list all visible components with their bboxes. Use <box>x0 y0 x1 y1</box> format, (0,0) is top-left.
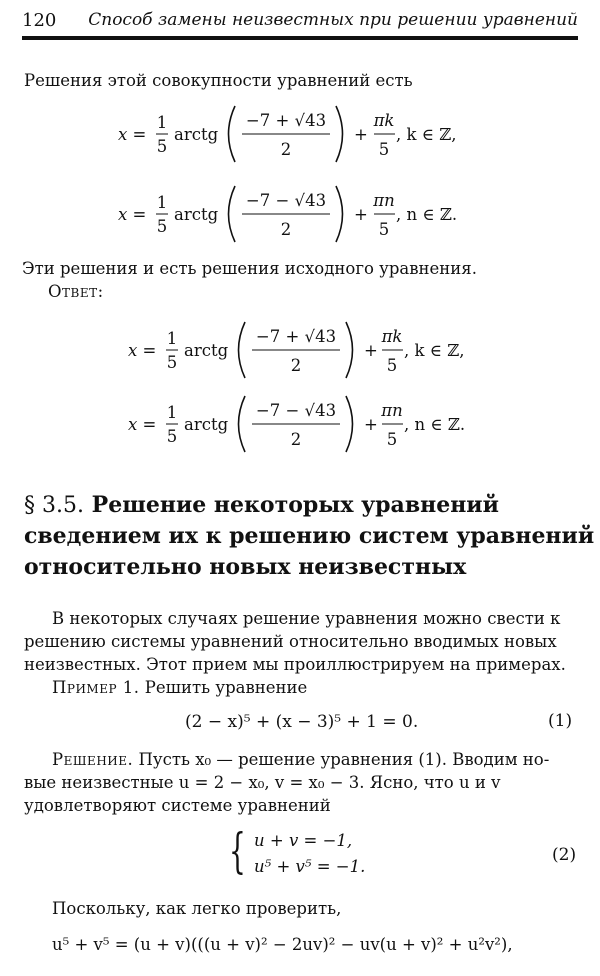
answer-label: Ответ: <box>48 282 104 301</box>
formula-1-plus: + <box>354 125 368 144</box>
answer-formula-1-func: arctg <box>184 341 229 360</box>
formula-1-inner-num: −7 + √43 <box>245 111 327 130</box>
example-label: Пример 1. <box>52 678 140 697</box>
running-title: Способ замены неизвестных при решении уравнений <box>88 10 578 30</box>
answer-formula-1-svg <box>128 310 508 390</box>
formula-2-one: 1 <box>156 193 168 212</box>
header-rule <box>22 36 578 40</box>
formula-1-func: arctg <box>174 125 219 144</box>
formula-1-lhs: x = <box>118 125 147 144</box>
formula-2-lhs: x = <box>118 205 147 224</box>
answer-formula-1-tail: , k ∈ ℤ, <box>404 341 465 360</box>
example-line <box>52 677 307 699</box>
after-formulas-line: Эти решения и есть решения исходного уравнения. <box>22 259 477 278</box>
system-brace: { <box>229 823 246 879</box>
formula-2-tail: , n ∈ ℤ. <box>396 205 458 224</box>
section-number: § 3.5. <box>24 493 84 518</box>
section-title-line2: сведением их к решению систем уравнений <box>24 523 595 549</box>
formula-2-inner-num: −7 − √43 <box>245 191 327 210</box>
answer-formula-1-per-num: πk <box>381 327 403 346</box>
answer-formula-2-func: arctg <box>184 415 229 434</box>
formula-2-plus: + <box>354 205 368 224</box>
answer-formula-2-five: 5 <box>166 427 178 446</box>
formula-2-func: arctg <box>174 205 219 224</box>
intro-line: Решения этой совокупности уравнений есть <box>24 71 413 90</box>
formula-1-per-den: 5 <box>378 140 390 159</box>
formula-1-tail: , k ∈ ℤ, <box>396 125 457 144</box>
formula-2-per-den: 5 <box>378 220 390 239</box>
example-text: Решить уравнение <box>144 678 308 697</box>
formula-1-svg <box>118 94 498 174</box>
answer-formula-1-one: 1 <box>166 329 178 348</box>
answer-formula-1-lhs: x = <box>128 341 157 360</box>
answer-formula-2-inner-num: −7 − √43 <box>255 401 337 420</box>
solution-line-3: удовлетворяют системе уравнений <box>24 796 331 815</box>
answer-formula-2-per-den: 5 <box>386 430 398 449</box>
system-eq-2: u⁵ + v⁵ = −1. <box>254 857 366 876</box>
answer-formula-1-inner-num: −7 + √43 <box>255 327 337 346</box>
section-title-line3: относительно новых неизвестных <box>24 554 467 580</box>
answer-formula-2-inner-den: 2 <box>290 430 302 449</box>
solution-text-1: Пусть x₀ — решение уравнения (1). Вводим но- <box>138 750 550 769</box>
equation-1: (2 − x)⁵ + (x − 3)⁵ + 1 = 0. <box>185 712 419 732</box>
answer-formula-1-inner-den: 2 <box>290 356 302 375</box>
solution-line-1 <box>52 749 549 771</box>
system-eq-1: u + v = −1, <box>254 831 353 850</box>
formula-2 <box>118 174 498 258</box>
answer-formula-2-one: 1 <box>166 403 178 422</box>
equation-1-number: (1) <box>548 711 573 731</box>
formula-1-inner-den: 2 <box>280 140 292 159</box>
formula-2-five: 5 <box>156 217 168 236</box>
section-title-line1: Решение некоторых уравнений <box>91 492 499 518</box>
formula-1-per-num: πk <box>373 111 395 130</box>
formula-2-svg <box>118 174 498 254</box>
answer-formula-2 <box>128 384 508 468</box>
formula-1-five: 5 <box>156 137 168 156</box>
formula-1-one: 1 <box>156 113 168 132</box>
answer-formula-1-five: 5 <box>166 353 178 372</box>
formula-1 <box>118 94 498 178</box>
answer-formula-2-plus: + <box>364 415 378 434</box>
page-header <box>22 8 578 36</box>
since-line: Поскольку, как легко проверить, <box>52 899 342 918</box>
section-heading <box>24 490 594 583</box>
identity-line: u⁵ + v⁵ = (u + v)(((u + v)² − 2uv)² − uv(u + v)² + u²v²), <box>52 935 513 954</box>
solution-label: Решение. <box>52 750 134 769</box>
answer-formula-2-svg <box>128 384 508 464</box>
formula-2-inner-den: 2 <box>280 220 292 239</box>
paragraph-line-2: решению системы уравнений относительно вводимых новых <box>24 632 557 651</box>
answer-formula-1-plus: + <box>364 341 378 360</box>
system-number: (2) <box>552 845 577 865</box>
page-number: 120 <box>22 10 57 31</box>
answer-formula-1-per-den: 5 <box>386 356 398 375</box>
paragraph-line-1: В некоторых случаях решение уравнения можно свести к <box>52 609 561 628</box>
answer-formula-1 <box>128 310 508 394</box>
answer-formula-2-per-num: πn <box>381 401 403 420</box>
answer-formula-2-lhs: x = <box>128 415 157 434</box>
paragraph-line-3: неизвестных. Этот прием мы проиллюстрируем на примерах. <box>24 655 566 674</box>
answer-formula-2-tail: , n ∈ ℤ. <box>404 415 466 434</box>
formula-2-per-num: πn <box>373 191 395 210</box>
solution-line-2: вые неизвестные u = 2 − x₀, v = x₀ − 3. Ясно, что u и v <box>24 773 501 792</box>
